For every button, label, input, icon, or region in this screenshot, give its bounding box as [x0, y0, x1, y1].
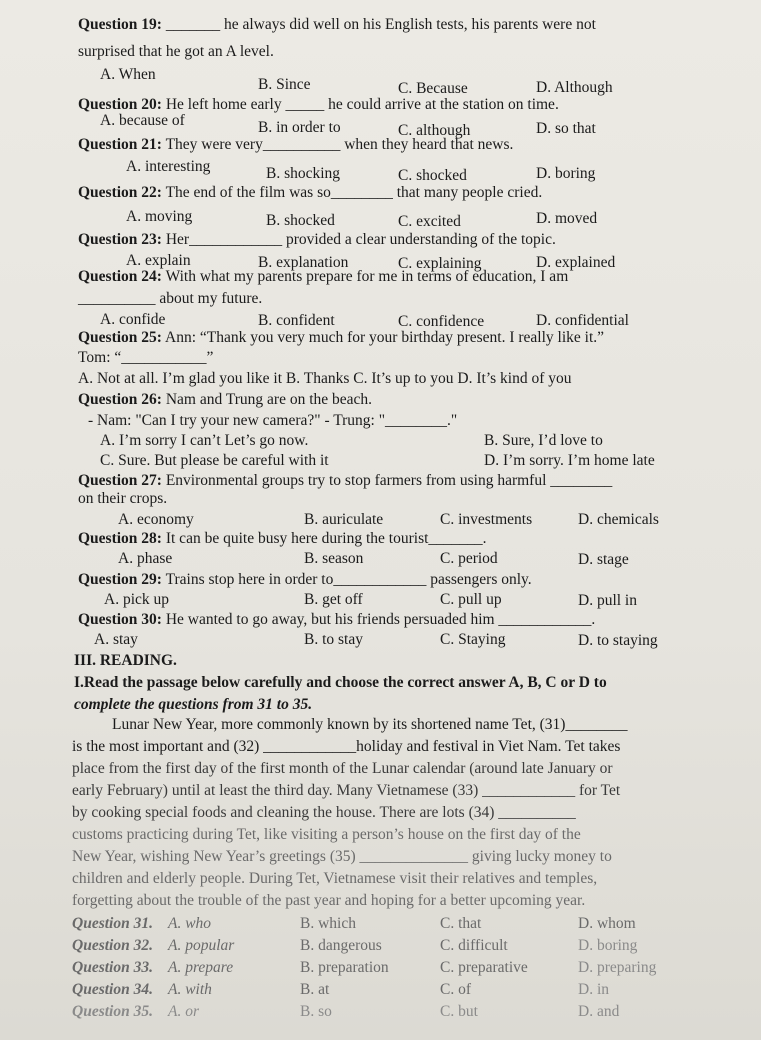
q27-label: Question 27: [78, 472, 162, 489]
q20-option-c[interactable]: C. although [398, 122, 471, 139]
q21-option-d[interactable]: D. boring [536, 165, 596, 182]
q35-option-c[interactable]: C. but [440, 1003, 478, 1020]
q30-line [78, 611, 595, 629]
q30-text: He wanted to go away, but his friends persuaded him ____________. [165, 611, 596, 628]
q27-option-d[interactable]: D. chemicals [578, 511, 659, 528]
q23-option-c[interactable]: C. explaining [398, 255, 482, 272]
q27-option-b[interactable]: B. auriculate [304, 511, 384, 528]
q20-option-b[interactable]: B. in order to [258, 119, 341, 136]
q35-option-a[interactable]: A. or [168, 1003, 199, 1020]
q29-option-b[interactable]: B. get off [304, 591, 363, 608]
q33-option-b[interactable]: B. preparation [300, 959, 389, 976]
q33-label: Question 33. [72, 959, 153, 976]
q22-label: Question 22: [78, 184, 162, 201]
q25-text-2: Tom: “___________” [78, 349, 214, 366]
q20-label: Question 20: [78, 96, 162, 113]
q22-text: The end of the film was so________ that many people cried. [165, 184, 543, 201]
passage-line-4: early February) until at least the third day. Many Vietnamese (33) ____________ for Tet [72, 782, 621, 799]
q32-option-d[interactable]: D. boring [578, 937, 638, 954]
q23-option-a[interactable]: A. explain [126, 252, 191, 269]
q22-option-a[interactable]: A. moving [126, 208, 193, 225]
passage-line-7: New Year, wishing New Year’s greetings (35) ______________ giving lucky money to [72, 848, 612, 865]
q20-text: He left home early _____ he could arrive at the station on time. [165, 96, 559, 113]
q21-option-a[interactable]: A. interesting [126, 158, 211, 175]
q24-option-a[interactable]: A. confide [100, 311, 166, 328]
q28-text: It can be quite busy here during the tourist_______. [165, 530, 487, 547]
q26-text-2: - Nam: "Can I try your new camera?" - Trung: "________." [88, 412, 458, 429]
q31-option-c[interactable]: C. that [440, 915, 482, 932]
q28-label: Question 28: [78, 530, 162, 547]
q29-option-a[interactable]: A. pick up [104, 591, 170, 608]
q24-text-1: With what my parents prepare for me in terms of education, I am [165, 268, 569, 285]
q32-option-a[interactable]: A. popular [168, 937, 235, 954]
reading-instruction-2: complete the questions from 31 to 35. [74, 696, 313, 713]
q29-option-d[interactable]: D. pull in [578, 592, 637, 609]
q19-option-d[interactable]: D. Although [536, 79, 613, 96]
q24-line1 [78, 268, 568, 286]
q33-option-a[interactable]: A. prepare [168, 959, 234, 976]
q24-option-d[interactable]: D. confidential [536, 312, 629, 329]
q21-option-c[interactable]: C. shocked [398, 167, 467, 184]
q19-line1 [78, 16, 596, 34]
q19-option-b[interactable]: B. Since [258, 76, 311, 93]
passage-line-8: children and elderly people. During Tet, Vietnamese visit their relatives and temples, [72, 870, 598, 887]
q29-label: Question 29: [78, 571, 162, 588]
q19-option-c[interactable]: C. Because [398, 80, 468, 97]
q20-option-a[interactable]: A. because of [100, 112, 185, 129]
q34-option-b[interactable]: B. at [300, 981, 330, 998]
q32-option-c[interactable]: C. difficult [440, 937, 508, 954]
q34-option-d[interactable]: D. in [578, 981, 609, 998]
q23-text: Her____________ provided a clear understanding of the topic. [165, 231, 556, 248]
reading-heading: III. READING. [74, 652, 177, 669]
q28-option-d[interactable]: D. stage [578, 551, 629, 568]
q30-option-c[interactable]: C. Staying [440, 631, 506, 648]
q27-text-2: on their crops. [78, 490, 168, 507]
q25-line1 [78, 329, 604, 347]
q30-option-a[interactable]: A. stay [94, 631, 138, 648]
q19-text-1: _______ he always did well on his English tests, his parents were not [165, 16, 596, 33]
q19-label: Question 19: [78, 16, 162, 33]
q32-option-b[interactable]: B. dangerous [300, 937, 382, 954]
q29-option-c[interactable]: C. pull up [440, 591, 502, 608]
passage-line-5: by cooking special foods and cleaning the house. There are lots (34) __________ [72, 804, 576, 821]
q19-option-a[interactable]: A. When [100, 66, 156, 83]
q29-line [78, 571, 532, 589]
q26-option-c[interactable]: C. Sure. But please be careful with it [100, 452, 329, 469]
q24-option-b[interactable]: B. confident [258, 312, 335, 329]
q30-label: Question 30: [78, 611, 162, 628]
q19-text-2: surprised that he got an A level. [78, 43, 274, 60]
q26-option-a[interactable]: A. I’m sorry I can’t Let’s go now. [100, 432, 309, 449]
q21-line [78, 136, 513, 154]
q21-option-b[interactable]: B. shocking [266, 165, 341, 182]
q28-line [78, 530, 487, 548]
q26-text-1: Nam and Trung are on the beach. [165, 391, 373, 408]
q31-option-b[interactable]: B. which [300, 915, 356, 932]
q27-option-c[interactable]: C. investments [440, 511, 533, 528]
passage-line-9: forgetting about the trouble of the past year and hoping for a better upcoming year. [72, 892, 586, 909]
q35-option-b[interactable]: B. so [300, 1003, 332, 1020]
q26-label: Question 26: [78, 391, 162, 408]
passage-line-2: is the most important and (32) ____________holiday and festival in Viet Nam. Tet takes [72, 738, 621, 755]
q23-option-b[interactable]: B. explanation [258, 254, 349, 271]
q35-option-d[interactable]: D. and [578, 1003, 620, 1020]
q25-text-1: Ann: “Thank you very much for your birthday present. I really like it.” [165, 329, 605, 346]
q23-line [78, 231, 556, 249]
q31-option-d[interactable]: D. whom [578, 915, 636, 932]
q26-line1 [78, 391, 372, 409]
q34-option-c[interactable]: C. of [440, 981, 471, 998]
q23-label: Question 23: [78, 231, 162, 248]
q28-option-c[interactable]: C. period [440, 550, 498, 567]
q30-option-d[interactable]: D. to staying [578, 632, 658, 649]
q22-option-b[interactable]: B. shocked [266, 212, 335, 229]
q26-option-b[interactable]: B. Sure, I’d love to [484, 432, 603, 449]
passage-line-6: customs practicing during Tet, like visiting a person’s house on the first day of the [72, 826, 581, 843]
q31-label: Question 31. [72, 915, 153, 932]
q24-label: Question 24: [78, 268, 162, 285]
q27-text-1: Environmental groups try to stop farmers from using harmful ________ [165, 472, 613, 489]
q28-option-a[interactable]: A. phase [118, 550, 173, 567]
q29-text: Trains stop here in order to____________ passengers only. [165, 571, 532, 588]
q31-option-a[interactable]: A. who [168, 915, 212, 932]
q34-label: Question 34. [72, 981, 153, 998]
q25-options[interactable]: A. Not at all. I’m glad you like it B. Thanks C. It’s up to you D. It’s kind of you [78, 370, 572, 387]
q35-label: Question 35. [72, 1003, 153, 1020]
q22-option-c[interactable]: C. excited [398, 213, 461, 230]
q27-line1 [78, 472, 612, 490]
q32-label: Question 32. [72, 937, 153, 954]
reading-instruction-1: I.Read the passage below carefully and choose the correct answer A, B, C or D to [74, 674, 607, 691]
q21-text: They were very__________ when they heard that news. [165, 136, 514, 153]
q33-option-c[interactable]: C. preparative [440, 959, 528, 976]
q24-option-c[interactable]: C. confidence [398, 313, 485, 330]
passage-line-3: place from the first day of the first month of the Lunar calendar (around late January or [72, 760, 613, 777]
q22-line [78, 184, 542, 202]
q27-option-a[interactable]: A. economy [118, 511, 194, 528]
q28-option-b[interactable]: B. season [304, 550, 364, 567]
q25-label: Question 25: [78, 329, 162, 346]
q33-option-d[interactable]: D. preparing [578, 959, 657, 976]
q20-option-d[interactable]: D. so that [536, 120, 596, 137]
q24-text-2: __________ about my future. [78, 290, 263, 307]
q22-option-d[interactable]: D. moved [536, 210, 598, 227]
q23-option-d[interactable]: D. explained [536, 254, 616, 271]
passage-line-1: Lunar New Year, more commonly known by its shortened name Tet, (31)________ [112, 716, 628, 733]
q30-option-b[interactable]: B. to stay [304, 631, 363, 648]
q34-option-a[interactable]: A. with [168, 981, 212, 998]
q21-label: Question 21: [78, 136, 162, 153]
q26-option-d[interactable]: D. I’m sorry. I’m home late [484, 452, 655, 469]
